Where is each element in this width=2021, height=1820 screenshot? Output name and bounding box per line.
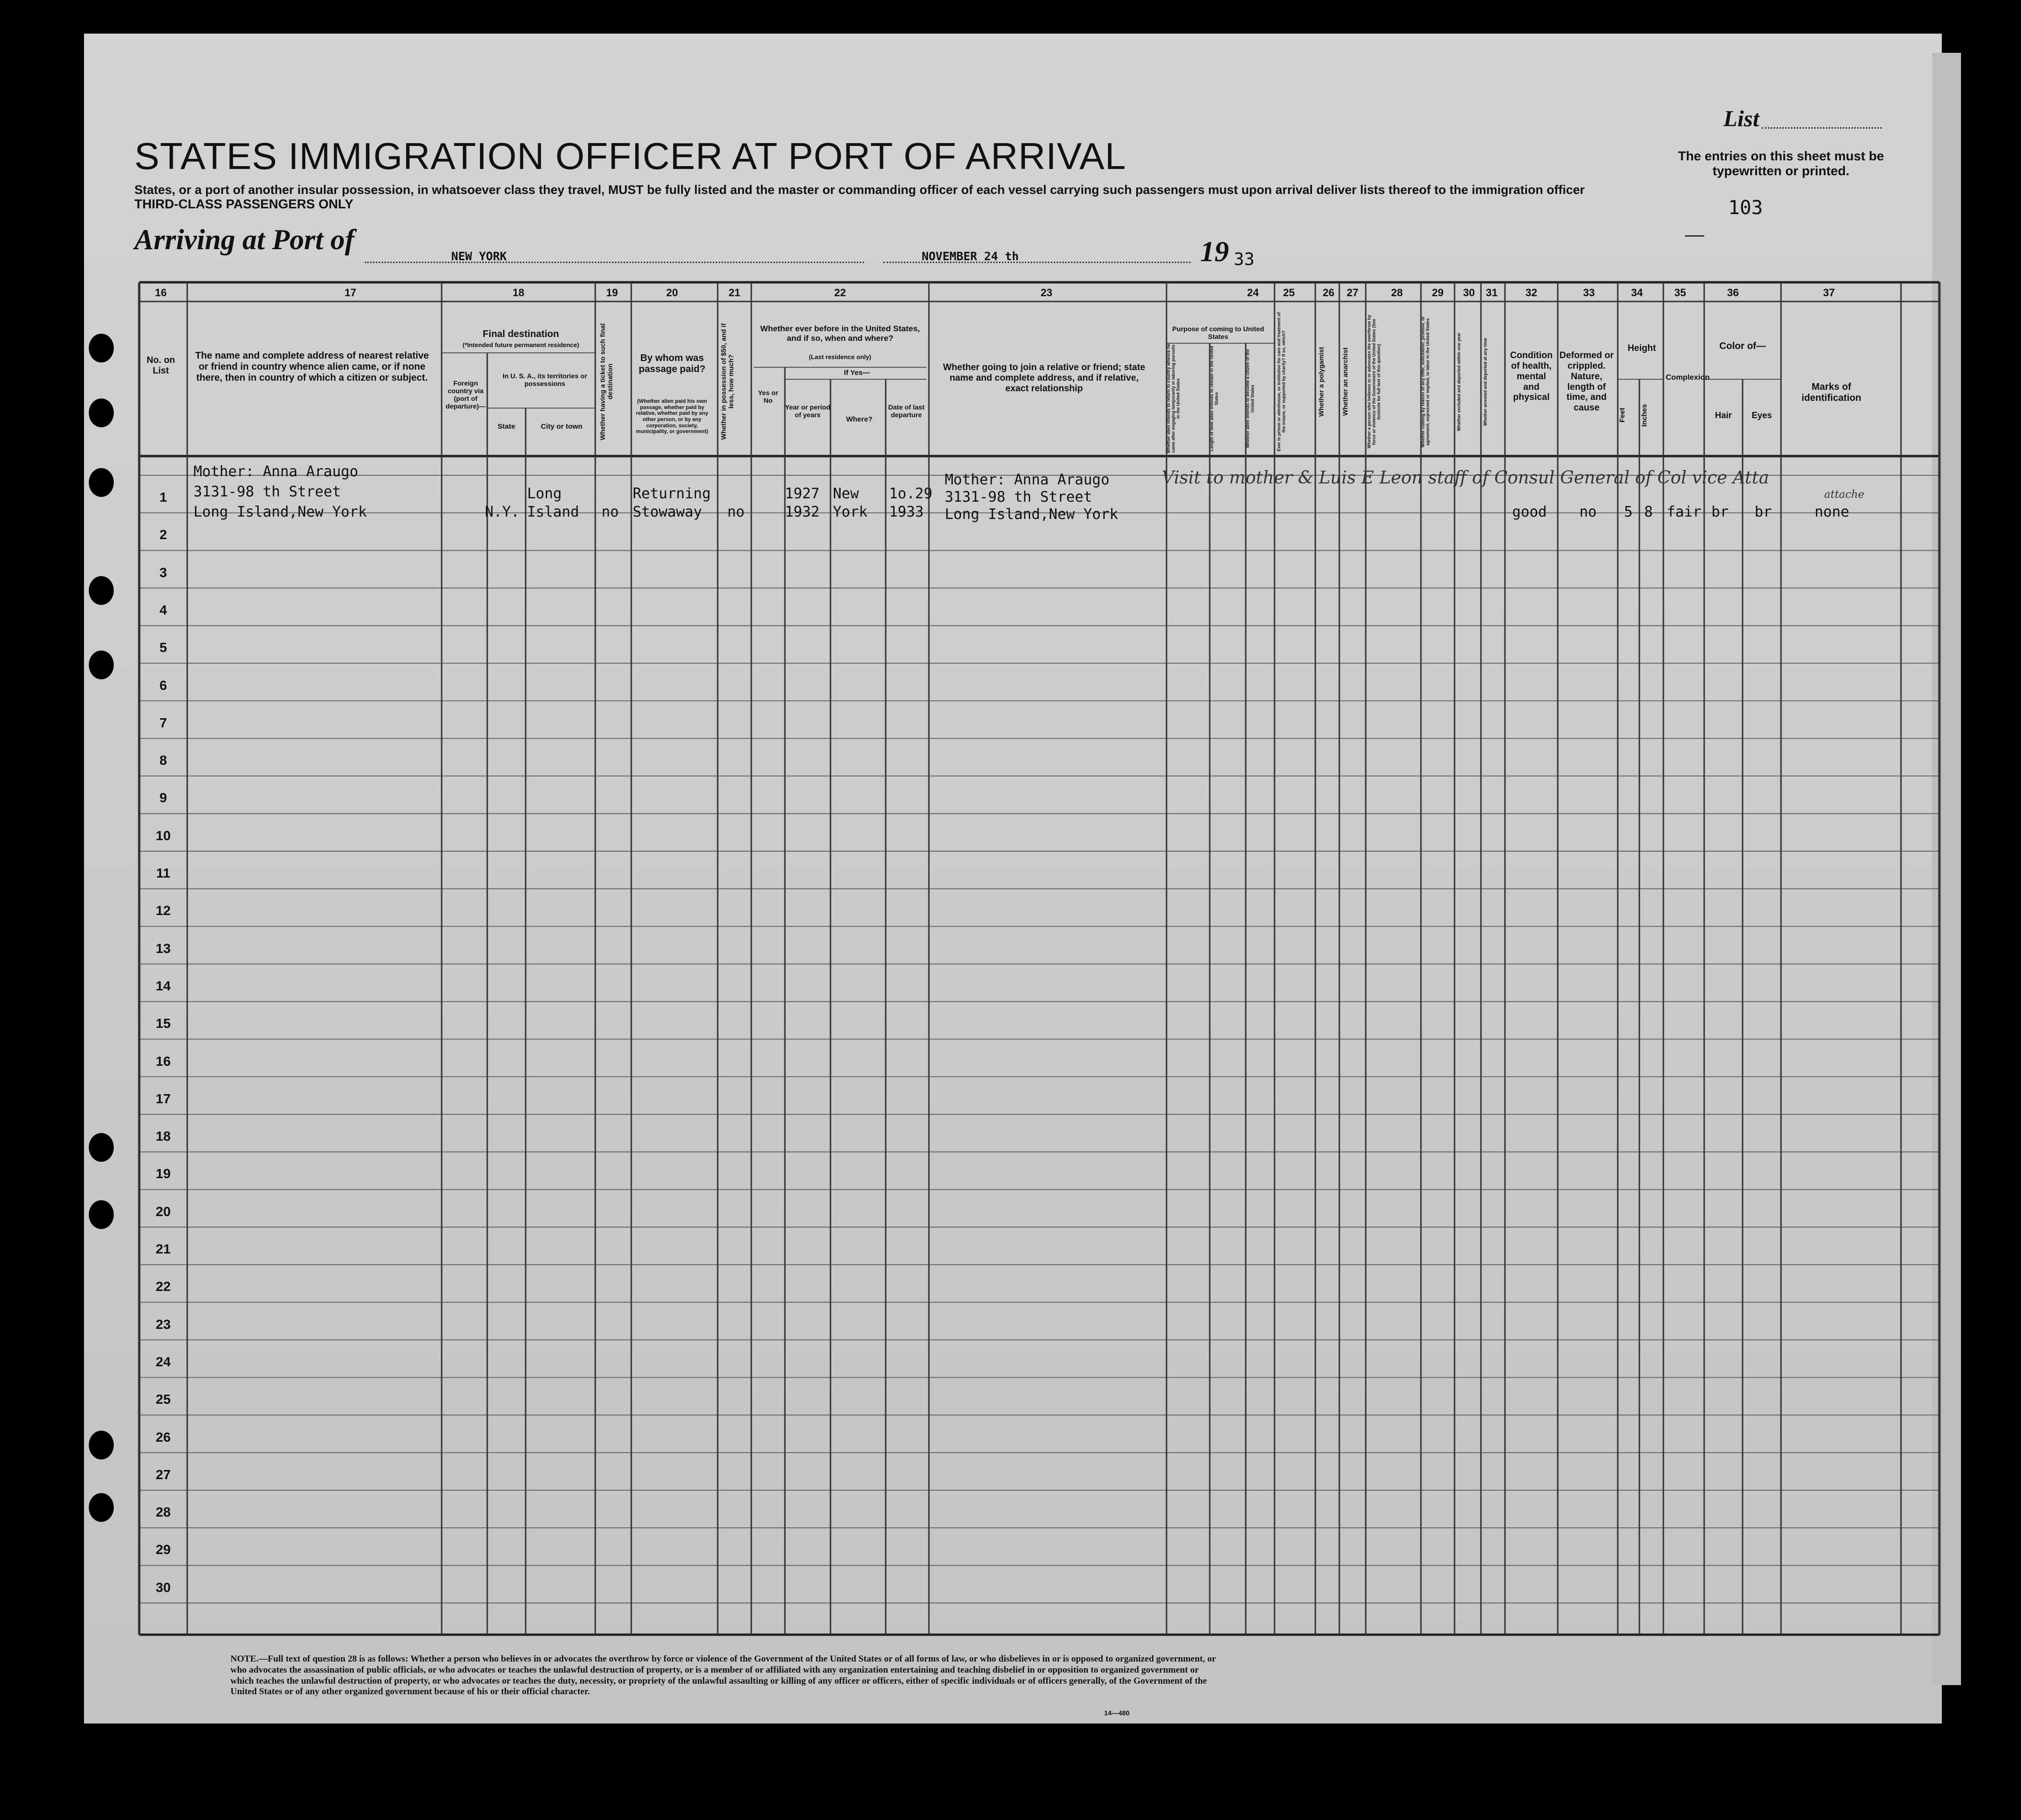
header-color-of: Color of— <box>1719 341 1766 351</box>
year-value-2: 1932 <box>785 504 820 520</box>
ticket-value: no <box>601 504 619 520</box>
row-number: 26 <box>156 1429 171 1445</box>
header-final-destination-note: (*Intended future permanent residence) <box>462 341 579 349</box>
relative-name: Mother: Anna Araugo <box>193 463 359 480</box>
handwritten-annotation-2: attache <box>1824 489 1865 501</box>
header-where: Where? <box>846 415 873 423</box>
header-relative: The name and complete address of nearest relative or friend in country whence alien came, or if none there, then in country of which a citizen or subject. <box>195 350 429 383</box>
list-label: List <box>1723 106 1759 132</box>
header-polygamist: Whether a polygamist <box>1317 347 1325 417</box>
join-city: Long Island,New York <box>945 506 1119 523</box>
row-number: 16 <box>156 1053 171 1069</box>
header-inches: Inches <box>1640 404 1648 427</box>
header-height: Height <box>1627 343 1656 353</box>
header-fifty-dollars: Whether in possession of $50, and if less, how much? <box>720 323 735 440</box>
row-number: 5 <box>159 640 167 655</box>
header-year: Year or period of years <box>785 403 830 419</box>
feet-value: 5 <box>1624 504 1633 520</box>
year-value: 1927 <box>785 485 820 502</box>
row-number: 28 <box>156 1505 171 1520</box>
header-city: City or town <box>541 422 583 431</box>
col-number: 34 <box>1631 287 1643 299</box>
col-number: 33 <box>1583 287 1595 299</box>
col-number: 37 <box>1823 287 1835 299</box>
header-deformed: Deformed or crippled. Nature, length of time, and cause <box>1559 350 1614 413</box>
row-number: 4 <box>159 602 167 617</box>
row-number: 24 <box>156 1354 171 1369</box>
header-labor-offer: Whether coming by reason of any offer, solicitation, promise, or agreement, expressed or implied, to labor in the United States <box>1420 316 1430 447</box>
header-ever-before-note: (Last residence only) <box>808 353 872 361</box>
col-number: 21 <box>728 287 741 299</box>
port-value: NEW YORK <box>451 250 507 263</box>
form-title: STATES IMMIGRATION OFFICER AT PORT OF ARRIVAL <box>134 135 1127 177</box>
col-number: 17 <box>344 287 357 299</box>
header-if-yes: If Yes— <box>844 369 870 377</box>
header-ticket: Whether having a ticket to such final destination <box>599 323 614 440</box>
page-number: 103 <box>1728 197 1763 219</box>
row-number: 18 <box>156 1129 171 1144</box>
destination-city-2: Island <box>527 504 579 520</box>
col-number: 25 <box>1283 287 1295 299</box>
fifty-dollars-value: no <box>727 504 745 520</box>
header-ever-before: Whether ever before in the United States, and if so, when and where? <box>760 324 920 343</box>
inches-value: 8 <box>1644 504 1653 520</box>
header-final-destination: Final destination <box>482 329 559 339</box>
relative-city: Long Island,New York <box>193 504 367 520</box>
col-number: 30 <box>1463 287 1475 299</box>
row-number: 27 <box>156 1467 171 1482</box>
passage-value: Returning <box>633 485 711 502</box>
row-number: 10 <box>156 828 171 843</box>
row-number: 19 <box>156 1166 171 1181</box>
marks-value: none <box>1815 504 1850 520</box>
row-number: 13 <box>156 940 171 956</box>
destination-state: N.Y. <box>485 504 520 520</box>
row-number: 15 <box>156 1016 171 1031</box>
header-yes-no: Yes or No <box>758 389 779 405</box>
where-value: New <box>833 485 859 502</box>
header-no-on-list: No. on List <box>146 355 175 376</box>
form-subtitle: States, or a port of another insular possession, in whatsoever class they travel, MUST be fully listed and the master or commanding officer of each vessel carrying such passengers must upon arrival deliver lists thereof to the immigration officer <box>134 182 1585 197</box>
header-purpose-length: Length of time alien intends to remain in the United States <box>1209 346 1219 451</box>
header-complexion: Complexion <box>1666 374 1710 382</box>
col-number: 36 <box>1727 287 1739 299</box>
header-marks: Marks of identification <box>1801 382 1862 403</box>
health-value: good <box>1512 504 1547 520</box>
row-number: 8 <box>159 753 167 768</box>
row-number: 2 <box>159 527 167 542</box>
header-passage-note: (Whether alien paid his own passage, whether paid by relative, whether paid by any other person, or by any corporation, society, municipality, or government) <box>636 398 709 435</box>
header-feet: Feet <box>1618 408 1626 423</box>
row-number: 11 <box>156 866 170 880</box>
row-number: 9 <box>159 790 167 806</box>
departure-value-2: 1933 <box>889 504 924 520</box>
header-prison: Ever in prison or almshouse, or institution for care and treatment of the insane, or supported by charity? If so, which? <box>1276 312 1286 451</box>
col-number: 23 <box>1040 287 1053 299</box>
col-number: 19 <box>606 287 618 299</box>
header-overthrow: Whether a person who believes in or advocates the overthrow by force or violence of the Government of the United States (See footnote for full text of this question) <box>1367 314 1381 449</box>
eyes-value: br <box>1755 504 1772 520</box>
header-excluded: Whether excluded and deported within one year <box>1456 332 1461 431</box>
row-number: 22 <box>156 1279 171 1294</box>
row-number: 21 <box>156 1241 171 1256</box>
row-number: 25 <box>156 1392 171 1407</box>
header-purpose: Purpose of coming to United States <box>1172 325 1264 341</box>
row-number: 6 <box>159 677 167 693</box>
col-number: 24 <box>1247 287 1259 299</box>
handwritten-annotation: Visit to mother & Luis E Leon staff of Consul General of Col vice Atta <box>1162 468 1769 488</box>
header-in-usa: In U. S. A., its territories or possessions <box>502 372 588 388</box>
header-anarchist: Whether an anarchist <box>1341 347 1349 416</box>
col-number: 16 <box>155 287 167 299</box>
col-number: 32 <box>1525 287 1538 299</box>
header-passage: By whom was passage paid? <box>638 353 706 374</box>
date-value: NOVEMBER 24 th <box>922 250 1019 263</box>
header-eyes: Eyes <box>1751 410 1772 420</box>
header-foreign-country: Foreign country via (port of departure)— <box>445 379 486 410</box>
header-going-to-join: Whether going to join a relative or friend; state name and complete address, and if relative, exact relationship <box>943 362 1145 394</box>
deformed-value: no <box>1579 504 1597 520</box>
year-suffix: 33 <box>1234 250 1255 269</box>
row-number: 29 <box>156 1542 171 1557</box>
form-number: 14—480 <box>1104 1709 1130 1717</box>
col-number: 28 <box>1391 287 1403 299</box>
col-number: 18 <box>512 287 525 299</box>
row-number: 20 <box>156 1204 171 1219</box>
row-number: 12 <box>156 903 171 918</box>
col-number: 22 <box>834 287 846 299</box>
hair-value: br <box>1711 504 1729 520</box>
header-hair: Hair <box>1715 410 1732 420</box>
col-number: 31 <box>1486 287 1498 299</box>
instructions: The entries on this sheet must be typewritten or printed. <box>1678 149 1884 179</box>
col-number: 20 <box>666 287 678 299</box>
footnote: NOTE.—Full text of question 28 is as follows: Whether a person who believes in or advocates the overthrow by force or violence of the Government of the United States or of all forms of law, or who disbelieves in or is opposed to organized government, or who advocates the assassination of public officials, or who advocates or teaches the unlawful destruction of property, or is a member of or affiliated with any organization entertaining and teaching disbelief in or opposition to organized government or which teaches the unlawful destruction of property, or who advocates or teaches the duty, necessity, or propriety of the unlawful assaulting or killing of any officer or officers, either of specific individuals or of officers generally, of the Government of the United States or of any other organized government because of his or their official character. <box>230 1654 1216 1697</box>
col-number: 27 <box>1347 287 1359 299</box>
arriving-label: Arriving at Port of <box>134 224 355 255</box>
col-number: 29 <box>1432 287 1444 299</box>
row-number: 23 <box>156 1316 171 1332</box>
header-last-departure: Date of last departure <box>888 403 925 419</box>
join-street: 3131-98 th Street <box>945 489 1093 506</box>
header-purpose-citizen: Whether alien intends to become a citizen of the United States <box>1245 349 1255 448</box>
col-number: 35 <box>1674 287 1686 299</box>
where-value-2: York <box>833 504 868 520</box>
header-health: Condition of health, mental and physical <box>1510 350 1553 403</box>
passage-value-2: Stowaway <box>633 504 702 520</box>
row-number: 3 <box>159 565 167 580</box>
header-state: State <box>497 422 516 431</box>
relative-street: 3131-98 th Street <box>193 483 341 500</box>
col-number: 26 <box>1323 287 1335 299</box>
row-number: 30 <box>156 1579 171 1595</box>
join-name: Mother: Anna Araugo <box>945 471 1110 488</box>
header-purpose-return: Whether alien intends to return to country whence he came after engaging temporarily in laboring pursuits in the United States <box>1166 343 1180 454</box>
year-prefix: 19 <box>1200 236 1229 267</box>
complexion-value: fair <box>1667 504 1702 520</box>
row-number: 14 <box>156 978 171 993</box>
form-subtitle-class: THIRD-CLASS PASSENGERS ONLY <box>134 197 354 211</box>
row-number: 7 <box>159 715 167 730</box>
header-deported: Whether arrested and deported at any time <box>1483 337 1488 426</box>
row-number: 1 <box>159 490 167 505</box>
departure-value: 1o.29 <box>889 485 933 502</box>
row-number: 17 <box>156 1091 171 1106</box>
destination-city: Long <box>527 485 562 502</box>
